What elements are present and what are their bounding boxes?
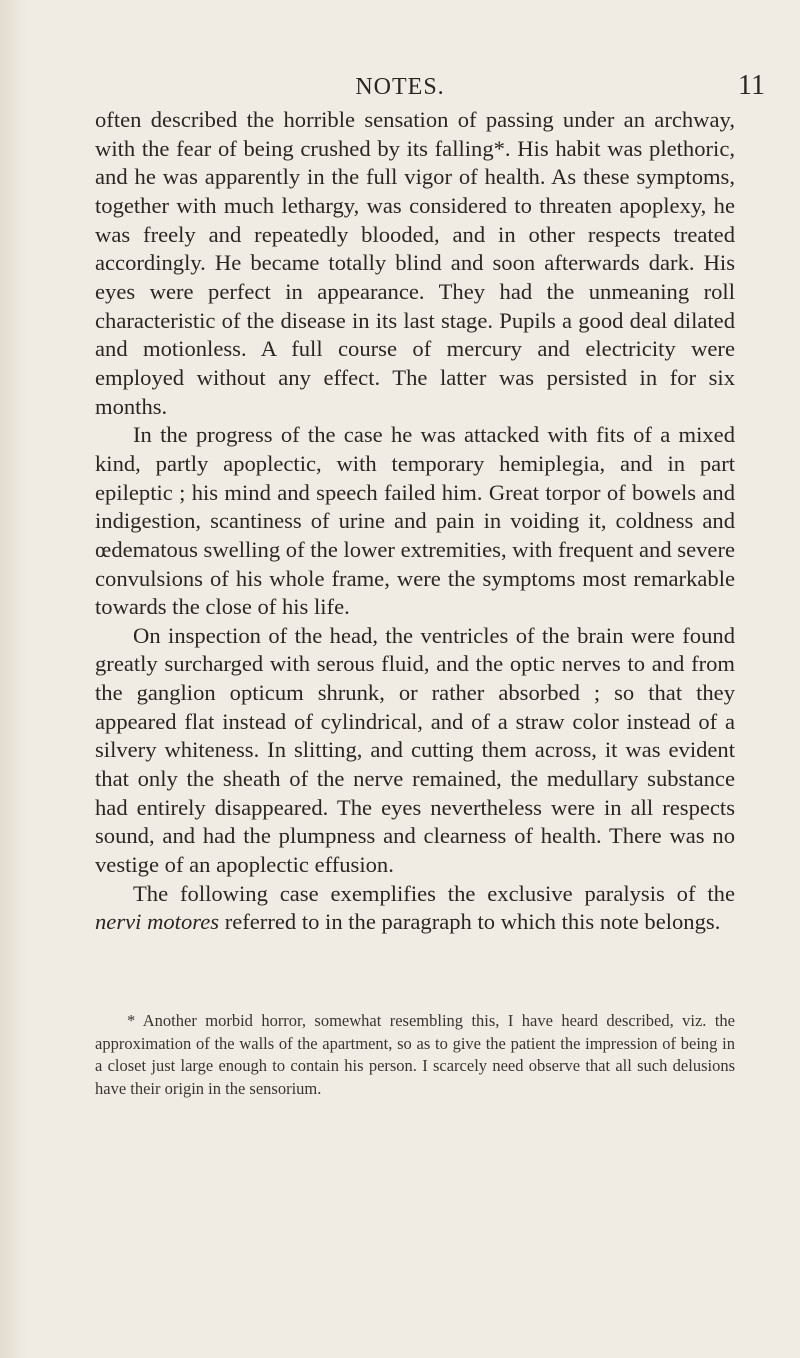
body-text [95,106,735,937]
paragraph-3: On inspection of the head, the ventricles of the brain were found greatly surcharged with serous fluid, and the optic nerves to and from the ganglion opticum shrunk, or rather absorbed ; so that they appeared flat instead of cylindrical, and of a straw color instead of a silvery whiteness. In slitting, and cutting them across, it was evident that only the sheath of the nerve remained, the medullary substance had entirely disappeared. The eyes nevertheless were in all respects sound, and had the plumpness and clearness of health. There was no vestige of an apoplectic effusion. [95,622,735,878]
paragraph-4-text-end: referred to in the paragraph to which this note belongs. [219,909,721,935]
footnote [95,1010,735,1100]
page-number: 11 [738,70,765,101]
paragraph-4 [95,880,735,937]
paragraph-4-italic-term: nervi motores [95,909,220,935]
paragraph-2: In the progress of the case he was attacked with fits of a mixed kind, partly apoplectic, with temporary hemiplegia, and in part epileptic ; his mind and speech failed him. Great torpor of bowels and indigestion, scantiness of urine and pain in voiding it, coldness and œdematous swelling of the lower extremities, with frequent and severe convulsions of his whole frame, were the symptoms most remarkable towards the close of his life. [95,422,735,620]
running-head: NOTES. [355,74,445,100]
paragraph-1: often described the horrible sensation of passing under an archway, with the fear of being crushed by its falling*. His habit was plethoric, and he was apparently in the full vigor of health. As these symptoms, together with much lethargy, was considered to threaten apoplexy, he was freely and repeatedly blooded, and in other respects treated accordingly. He became totally blind and soon afterwards dark. His eyes were perfect in appearance. They had the unmeaning roll characteristic of the disease in its last stage. Pupils a good deal dilated and motionless. A full course of mercury and electricity were employed without any effect. The latter was persisted in for six months. [95,107,735,419]
page-edge-shadow [0,0,28,1358]
paragraph-4-text-start: The following case exemplifies the exclusive paralysis of the [133,880,735,906]
footnote-text: * Another morbid horror, somewhat resembling this, I have heard described, viz. the approximation of the walls of the apartment, so as to give the patient the impression of being in a closet just large enough to contain his person. I scarcely need observe that all such delusions have their origin in the sensorium. [95,1011,735,1098]
